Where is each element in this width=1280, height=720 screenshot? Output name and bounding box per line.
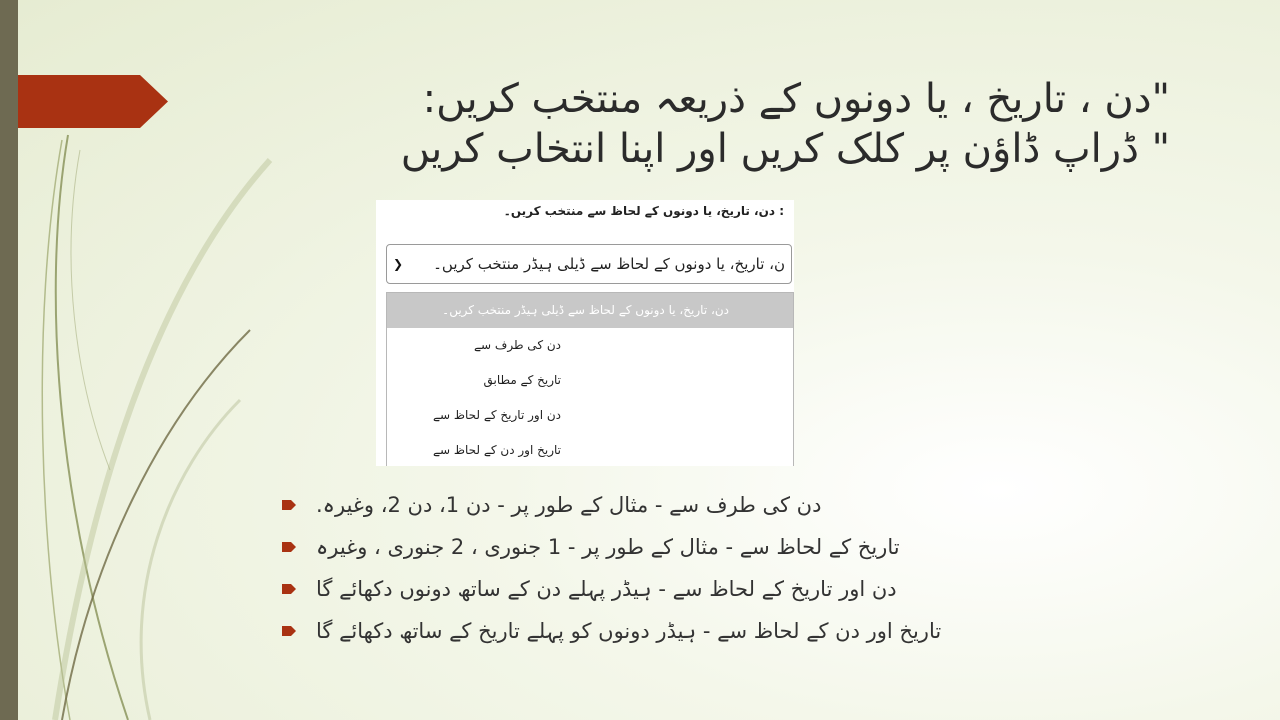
- list-item: [282, 484, 1182, 526]
- bullet-arrow-icon: [282, 626, 296, 636]
- dropdown-option-by-date[interactable]: تاریخ کے مطابق: [483, 373, 561, 387]
- dropdown-option-date-and-day[interactable]: تاریخ اور دن کے لحاظ سے: [432, 443, 561, 457]
- dropdown-screenshot: [376, 200, 794, 466]
- slide-title-line-1: "دن ، تاریخ ، یا دونوں کے ذریعہ منتخب کریں:: [422, 76, 1170, 122]
- header-select[interactable]: [386, 244, 792, 284]
- accent-arrow-shape: [18, 75, 168, 128]
- bullet-arrow-icon: [282, 542, 296, 552]
- dropdown-option-placeholder[interactable]: دن، تاریخ، یا دونوں کے لحاظ سے ڈیلی ہیڈر منتخب کریں۔: [387, 293, 793, 328]
- select-label: : دن، تاریخ، یا دونوں کے لحاظ سے منتخب کریں۔: [503, 204, 784, 218]
- list-item: [282, 526, 1182, 568]
- bullet-text: تاریخ کے لحاظ سے - مثال کے طور پر - 1 جنوری ، 2 جنوری ، وغیرہ: [316, 535, 900, 559]
- dropdown-option-by-day[interactable]: دن کی طرف سے: [473, 338, 561, 352]
- bullet-text: تاریخ اور دن کے لحاظ سے - ہیڈر دونوں کو پہلے تاریخ کے ساتھ دکھائے گا: [316, 619, 942, 643]
- bullet-arrow-icon: [282, 500, 296, 510]
- select-current-value: ن، تاریخ، یا دونوں کے لحاظ سے ڈیلی ہیڈر منتخب کریں۔: [433, 255, 785, 273]
- bullet-text: دن کی طرف سے - مثال کے طور پر - دن 1، دن 2، وغیرہ.: [316, 493, 822, 517]
- slide-title: [280, 74, 1170, 174]
- list-item: [282, 610, 1182, 652]
- list-item: [282, 568, 1182, 610]
- slide-title-line-2: " ڈراپ ڈاؤن پر کلک کریں اور اپنا انتخاب کریں: [400, 126, 1170, 172]
- chevron-down-icon: ❯: [392, 257, 404, 271]
- bullet-list: [282, 484, 1182, 652]
- bullet-text: دن اور تاریخ کے لحاظ سے - ہیڈر پہلے دن کے ساتھ دونوں دکھائے گا: [316, 577, 897, 601]
- bullet-arrow-icon: [282, 584, 296, 594]
- dropdown-list: [386, 292, 794, 466]
- dropdown-option-day-and-date[interactable]: دن اور تاریخ کے لحاظ سے: [432, 408, 561, 422]
